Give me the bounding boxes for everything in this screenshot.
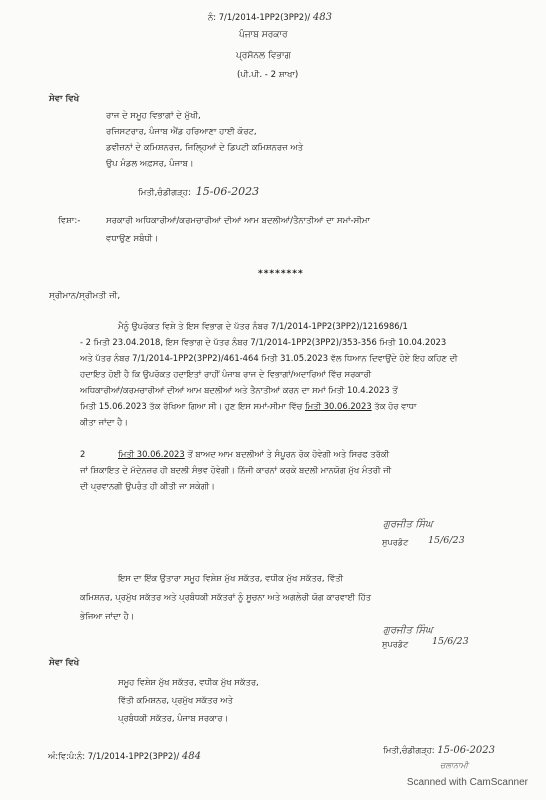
address-line: ਰਾਜ ਦੇ ਸਮੂਹ ਵਿਭਾਗਾਂ ਦੇ ਮੁੱਖੀ, [106, 111, 201, 121]
endorsement-line: ਭੇਜਿਆ ਜਾਂਦਾ ਹੈ। [80, 611, 135, 621]
footer-date-handwritten: 15-06-2023 [437, 745, 495, 756]
footer-date [383, 746, 495, 756]
address2-line: ਵਿੱਤੀ ਕਮਿਸ਼ਨਰ, ਪ੍ਰਮੁੱਖ ਸਕੱਤਰ ਅਤੇ [118, 695, 233, 705]
signature-scrawl: ਗੁਰਜੀਤ ਸਿੰਘ [383, 625, 433, 636]
date-line [138, 186, 259, 198]
government-name: ਪੰਜਾਬ ਸਰਕਾਰ [239, 30, 288, 40]
address-line: ਉਪ ਮੰਡਲ ਅਫ਼ਸਰ, ਪੰਜਾਬ। [106, 159, 194, 169]
date-label: ਮਿਤੀ,ਚੰਡੀਗੜ੍ਹ: [138, 188, 191, 198]
subject-line-2: ਵਧਾਉਣ ਸਬੰਧੀ। [106, 234, 159, 244]
reference-handwritten: 483 [312, 12, 332, 23]
endorsement-label: ਅੰ:ਵਿ:ਪੰ:ਨੰ: 7/1/2014-1PP2(3PP2)/ [48, 751, 180, 761]
body-p1-line: ਹਦਾਇਤ ਹੋਈ ਹੈ ਕਿ ਉਪਰੋਕਤ ਹਦਾਇਤਾਂ ਰਾਹੀਂ ਪੰਜਾਬ ਰਾਜ ਦੇ ਵਿਭਾਗਾਂ/ਅਦਾਰਿਆਂ ਵਿੱਚ ਸਰਕਾਰੀ [80, 369, 372, 379]
reference-number [208, 13, 332, 23]
signature-title: ਸੁਪਰਡੰਟ [382, 639, 409, 649]
endorsement-number [48, 752, 201, 762]
scanner-watermark: Scanned with CamScanner [406, 777, 528, 788]
body-p1-line: ਅਤੇ ਪੱਤਰ ਨੰਬਰ 7/1/2014-1PP2(3PP2)/461-464 ਮਿਤੀ 31.05.2023 ਵੱਲ ਧਿਆਨ ਦਿਵਾਉਂਦੇ ਹੋਏ ਇਹ ਕਹਿਣ ਦੀ [80, 353, 458, 363]
body-p1-line: ਮੈਨੂੰ ਉਪਰੋਕਤ ਵਿਸ਼ੇ ਤੇ ਇਸ ਵਿਭਾਗ ਦੇ ਪੱਤਰ ਨੰਬਰ 7/1/2014-1PP2(3PP2)/1216986/1 [118, 321, 408, 331]
signature-date: 15/6/23 [432, 636, 469, 647]
body-p2-line: ਦੀ ਪ੍ਰਵਾਨਗੀ ਉਪਰੰਤ ਹੀ ਕੀਤੀ ਜਾ ਸਕੇਗੀ। [80, 481, 215, 491]
body-p1-line: ਅਧਿਕਾਰੀਆਂ/ਕਰਮਚਾਰੀਆਂ ਦੀਆਂ ਆਮ ਬਦਲੀਆਂ ਅਤੇ ਤੈਨਾਤੀਆਂ ਕਰਨ ਦਾ ਸਮਾਂ ਮਿਤੀ 10.4.2023 ਤੋਂ [80, 385, 398, 395]
address2-line: ਸਮੂਹ ਵਿਸ਼ੇਸ਼ ਮੁੱਖ ਸਕੱਤਰ, ਵਧੀਕ ਮੁੱਖ ਸਕੱਤਰ, [118, 677, 259, 687]
branch-name: (ਪੀ.ਪੀ. - 2 ਸ਼ਾਖਾ) [237, 70, 299, 80]
body-underlined-date: ਮਿਤੀ 30.06.2023 [118, 449, 185, 459]
body-p2-line [118, 450, 389, 458]
address-block [106, 108, 303, 172]
body-p2-number: 2 [80, 449, 86, 459]
body-underlined-date: ਮਿਤੀ 30.06.2023 [304, 401, 372, 411]
subject-label: ਵਿਸ਼ਾ:- [58, 216, 81, 226]
body-p1-line: ਕੀਤਾ ਜਾਂਦਾ ਹੈ। [80, 417, 128, 427]
separator: ******** [258, 269, 304, 279]
address-line: ਰਜਿਸਟਰਾਰ, ਪੰਜਾਬ ਐਂਡ ਹਰਿਆਣਾ ਹਾਈ ਕੋਰਟ, [106, 127, 257, 137]
address2-block [118, 673, 259, 727]
body-text: ਤੱਕ ਹੋਰ ਵਾਧਾ [374, 401, 417, 411]
footer-date-label: ਮਿਤੀ,ਚੰਡੀਗੜ੍ਹ: [383, 745, 435, 755]
signature-scrawl: ਗੁਰਜੀਤ ਸਿੰਘ [383, 519, 433, 530]
address-salutation: ਸੇਵਾ ਵਿਖੇ [49, 94, 80, 104]
body-text: ਤੋਂ ਬਾਅਦ ਆਮ ਬਦਲੀਆਂ ਤੇ ਸੰਪੂਰਨ ਰੋਕ ਹੋਵੇਗੀ ਅਤੇ ਸਿਰਫ ਤਰੱਕੀ [187, 449, 390, 459]
body-p1-line: - 2 ਮਿਤੀ 23.04.2018, ਇਸ ਵਿਭਾਗ ਦੇ ਪੱਤਰ ਨੰਬਰ 7/1/2014-1PP2(3PP2)/353-356 ਮਿਤੀ 10.04.2023 [80, 337, 447, 347]
endorsement-line: ਇਸ ਦਾ ਇੱਕ ਉਤਾਰਾ ਸਮੂਹ ਵਿਸ਼ੇਸ਼ ਮੁੱਖ ਸਕੱਤਰ, ਵਧੀਕ ਮੁੱਖ ਸਕੱਤਰ, ਵਿੱਤੀ [118, 573, 344, 583]
signature-date: 15/6/23 [428, 535, 465, 546]
body-text: ਮਿਤੀ 15.06.2023 ਤੱਕ ਰੱਖਿਆ ਗਿਆ ਸੀ। ਹੁਣ ਇਸ ਸਮਾਂ-ਸੀਮਾ ਵਿੱਚ [80, 401, 303, 411]
signature-title: ਸੁਪਰਡੰਟ [382, 537, 409, 547]
endorsement-handwritten: 484 [181, 751, 201, 762]
department-name: ਪ੍ਰਸੋਨਲ ਵਿਭਾਗ [236, 51, 291, 61]
reference-label: ਨੰ: 7/1/2014-1PP2(3PP2)/ [208, 12, 311, 22]
subject-line-1: ਸਰਕਾਰੀ ਅਧਿਕਾਰੀਆਂ/ਕਰਮਚਾਰੀਆਂ ਦੀਆਂ ਆਮ ਬਦਲੀਆਂ/ਤੈਨਾਤੀਆਂ ਦਾ ਸਮਾਂ-ਸੀਮਾ [106, 216, 370, 226]
body-p2-line: ਜਾਂ ਸ਼ਿਕਾਇਤ ਦੇ ਮੱਦੇਨਜ਼ਰ ਹੀ ਬਦਲੀ ਸੰਭਵ ਹੋਵੇਗੀ। ਨਿੱਜੀ ਕਾਰਨਾਂ ਕਰਕੇ ਬਦਲੀ ਮਾਨਯੋਗ ਮੁੱਖ ਮੰਤਰੀ ਜੀ [80, 465, 392, 475]
greeting: ਸ੍ਰੀਮਾਨ/ਸ੍ਰੀਮਤੀ ਜੀ, [49, 291, 121, 301]
body-p1-line [80, 402, 416, 410]
footer-scribble: ਚਲਾਨਾਮੀ [440, 761, 469, 770]
address2-line: ਪ੍ਰਬੰਧਕੀ ਸਕੱਤਰ, ਪੰਜਾਬ ਸਰਕਾਰ। [118, 713, 229, 723]
date-handwritten: 15-06-2023 [195, 185, 260, 198]
endorsement-line: ਕਮਿਸ਼ਨਰ, ਪ੍ਰਮੁੱਖ ਸਕੱਤਰ ਅਤੇ ਪ੍ਰਬੰਧਕੀ ਸਕੱਤਰਾਂ ਨੂੰ ਸੂਚਨਾ ਅਤੇ ਅਗਲੇਰੀ ਯੋਗ ਕਾਰਵਾਈ ਹਿੱਤ [80, 592, 372, 602]
address-line: ਡਵੀਜ਼ਨਾਂ ਦੇ ਕਮਿਸ਼ਨਰਜ਼, ਜਿਲ੍ਹਿਆਂ ਦੇ ਡਿਪਟੀ ਕਮਿਸ਼ਨਰਜ਼ ਅਤੇ [106, 143, 304, 153]
address2-salutation: ਸੇਵਾ ਵਿਖੇ [49, 658, 80, 668]
